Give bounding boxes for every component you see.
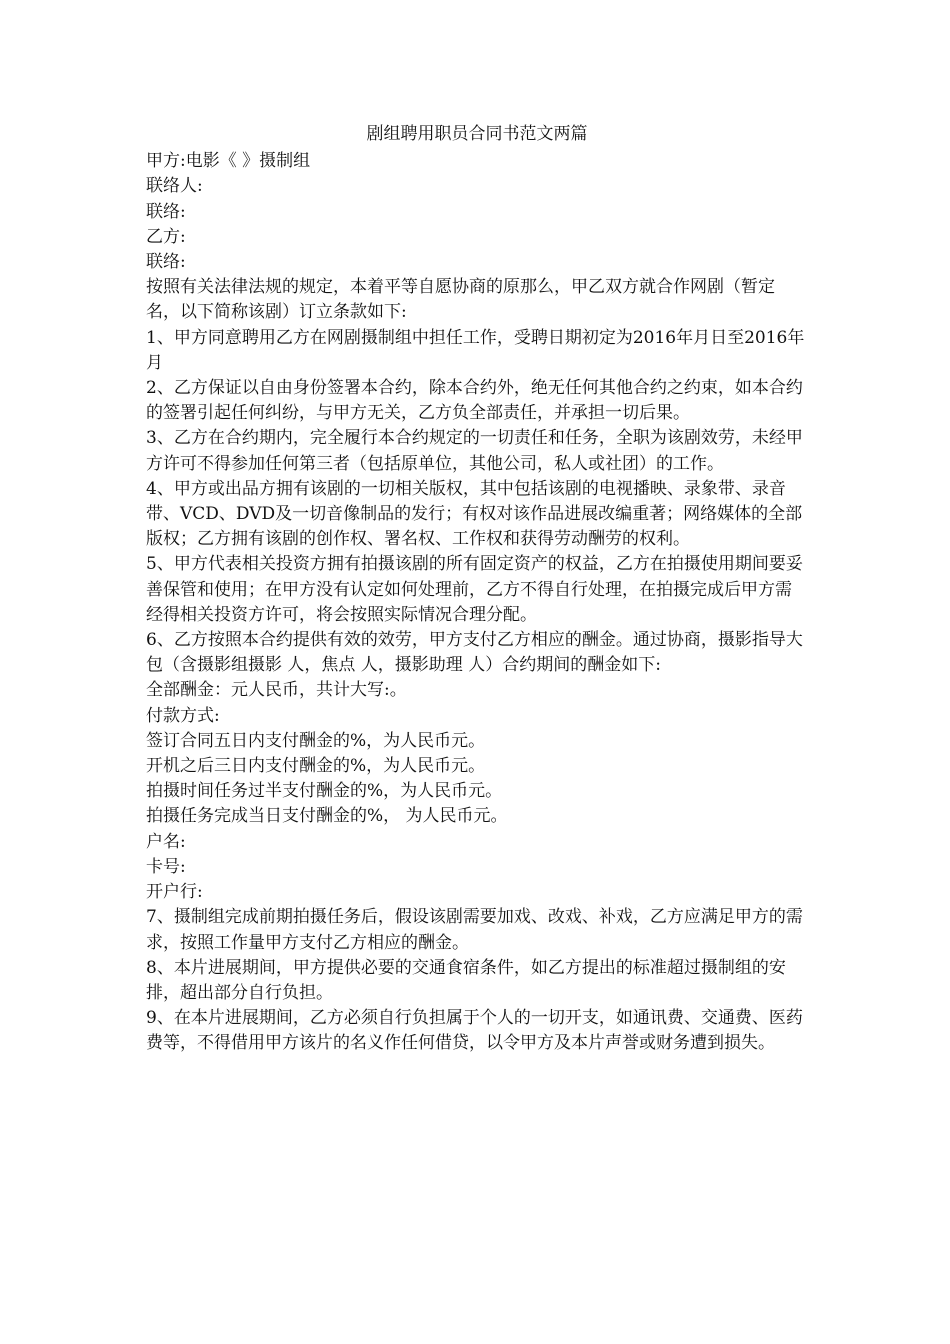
clause-5: 5、甲方代表相关投资方拥有拍摄该剧的所有固定资产的权益，乙方在拍摄使用期间要妥善保管和使用；在甲方没有认定如何处理前，乙方不得自行处理，在拍摄完成后甲方需经得相关投资方许可，将会按照实际情况合理分配。 (146, 554, 803, 625)
clause-6: 6、乙方按照本合约提供有效的效劳，甲方支付乙方相应的酬金。通过协商，摄影指导大包（含摄影组摄影 人，焦点 人，摄影助理 人）合约期间的酬金如下: (146, 630, 803, 676)
clause-4: 4、甲方或出品方拥有该剧的一切相关版权，其中包括该剧的电视播映、录象带、录音带、VCD、DVD及一切音像制品的发行；有权对该作品进展改编重著；网络媒体的全部版权；乙方拥有该剧的创作权、署名权、工作权和获得劳动酬劳的权利。 (146, 478, 803, 550)
document-title: 剧组聘用职员合同书范文两篇 (366, 124, 588, 144)
document-page (146, 122, 808, 1057)
payment-method-heading: 付款方式: (146, 705, 220, 726)
card-number-line: 卡号: (146, 856, 186, 877)
party-a-contact: 联络: (146, 201, 186, 222)
clause-3: 3、乙方在合约期内，完全履行本合约规定的一切责任和任务，全职为该剧效劳，未经甲方许可不得参加任何第三者（包括原单位，其他公司，私人或社团）的工作。 (146, 428, 803, 474)
account-name-line: 户名: (146, 831, 186, 852)
clause-9: 9、在本片进展期间，乙方必须自行负担属于个人的一切开支，如通讯费、交通费、医药费等，不得借用甲方该片的名义作任何借贷，以令甲方及本片声誉或财务遭到损失。 (146, 1008, 803, 1054)
preamble-paragraph: 按照有关法律法规的规定，本着平等自愿协商的原那么，甲乙双方就合作网剧（暂定名，以下简称该剧）订立条款如下: (146, 277, 775, 323)
clause-2: 2、乙方保证以自由身份签署本合约，除本合约外，绝无任何其他合约之约束，如本合约的签署引起任何纠纷，与甲方无关，乙方负全部责任，并承担一切后果。 (146, 378, 803, 424)
party-a-line: 甲方:电影《 》摄制组 (146, 151, 311, 172)
bank-line: 开户行: (146, 882, 203, 903)
clause-1: 1、甲方同意聘用乙方在网剧摄制组中担任工作，受聘日期初定为2016年月日至2016年月 (146, 327, 805, 373)
party-a-contact-person: 联络人: (146, 176, 203, 197)
payment-line-1: 签订合同五日内支付酬金的%，为人民币元。 (146, 730, 486, 751)
payment-line-2: 开机之后三日内支付酬金的%，为人民币元。 (146, 756, 486, 777)
payment-line-4: 拍摄任务完成当日支付酬金的%， 为人民币元。 (146, 806, 508, 827)
document-body (146, 149, 808, 1056)
party-b-contact: 联络: (146, 252, 186, 273)
total-fee-line: 全部酬金：元人民币，共计大写:。 (146, 680, 407, 701)
payment-line-3: 拍摄时间任务过半支付酬金的%，为人民币元。 (146, 781, 503, 802)
party-b-line: 乙方: (146, 226, 186, 247)
clause-7: 7、摄制组完成前期拍摄任务后，假设该剧需要加戏、改戏、补戏，乙方应满足甲方的需求，按照工作量甲方支付乙方相应的酬金。 (146, 907, 803, 953)
clause-8: 8、本片进展期间，甲方提供必要的交通食宿条件，如乙方提出的标准超过摄制组的安排，超出部分自行负担。 (146, 957, 786, 1003)
